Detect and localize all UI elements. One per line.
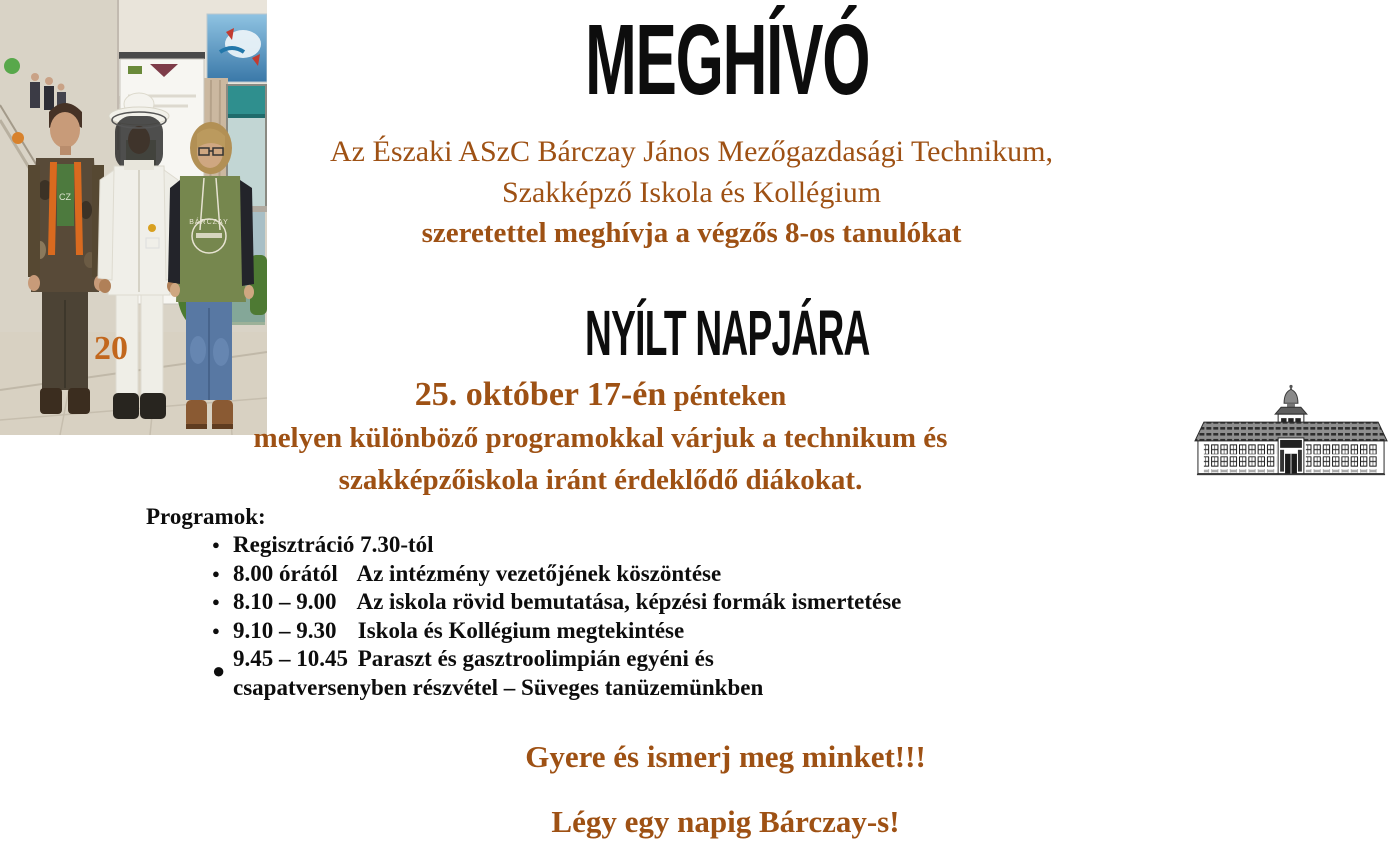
bullet-icon: ● — [212, 537, 220, 552]
bullet-icon: ● — [212, 658, 226, 683]
closing-line-1: Gyere és ismerj meg minket!!! — [525, 739, 926, 774]
bullet-icon: ● — [212, 622, 220, 638]
program-item — [210, 588, 901, 617]
event-details — [0, 374, 1296, 501]
program-text: Az iskola rövid bemutatása, képzési formák ismertetése — [356, 589, 902, 614]
program-text: Paraszt és gasztroolimpián egyéni és — [357, 646, 714, 671]
intro-line-3: szeretettel meghívja a végzős 8-os tanulókat — [421, 217, 962, 249]
girl-tshirt-text: BÁRCZAY — [189, 219, 229, 226]
program-time: 8.00 órától — [233, 560, 338, 586]
program-time: 9.10 – 9.30 — [233, 617, 337, 643]
closing-line-2: Légy egy napig Bárczay-s! — [551, 804, 900, 839]
program-time: 8.10 – 9.00 — [233, 589, 337, 614]
invitation-title: MEGHÍVÓ — [585, 4, 870, 116]
intro-line-1: Az Északi ASzC Bárczay János Mezőgazdasági Technikum, — [330, 135, 1053, 168]
open-day-heading: NYÍLT NAPJÁRA — [585, 297, 870, 369]
event-weekday: pénteken — [673, 380, 787, 412]
bullet-icon: ● — [212, 594, 220, 609]
program-item — [210, 617, 901, 646]
boy-tshirt-text: CZ — [59, 192, 71, 202]
event-date: 25. október 17-én — [414, 376, 667, 413]
program-text-continuation: csapatversenyben részvétel – Süveges tanüzemünkben — [233, 674, 764, 700]
event-desc-line-1: melyen különböző programokkal várjuk a technikum és — [253, 422, 948, 454]
programs-heading: Programok: — [146, 504, 266, 529]
program-list — [210, 531, 901, 702]
event-desc-line-2: szakképzőiskola iránt érdeklődő diákokat. — [338, 464, 863, 496]
program-text: Az intézmény vezetőjének köszöntése — [356, 560, 722, 586]
intro-paragraph — [0, 131, 1387, 254]
program-item — [210, 531, 901, 560]
overlay-number: 20 — [94, 330, 128, 367]
intro-line-2: Szakképző Iskola és Kollégium — [501, 176, 882, 209]
bullet-icon: ● — [212, 565, 220, 581]
program-text: Regisztráció 7.30-tól — [233, 532, 434, 557]
program-text: Iskola és Kollégium megtekintése — [357, 617, 685, 643]
school-building-illustration — [1192, 384, 1390, 480]
program-time: 9.45 – 10.45 — [233, 646, 348, 671]
event-date-line — [0, 374, 1296, 417]
program-item — [210, 645, 901, 702]
program-item — [210, 560, 901, 589]
